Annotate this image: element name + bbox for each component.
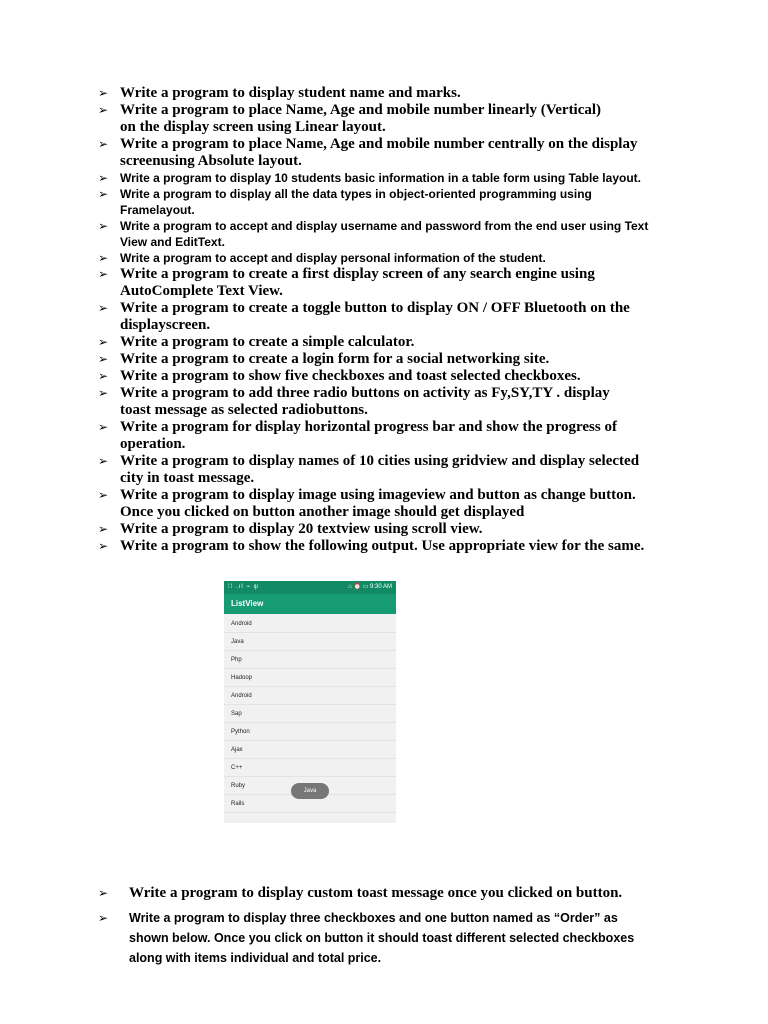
arrow-bullet-icon: ➢ (98, 522, 109, 536)
question-list-2 (98, 885, 698, 968)
question-text: Write a program to display custom toast message once you clicked on button. (129, 885, 623, 901)
question-text: city in toast message. (120, 470, 255, 486)
question-text: Write a program to display student name and marks. (120, 85, 461, 101)
question-item (98, 186, 698, 218)
arrow-bullet-icon: ➢ (98, 103, 109, 117)
question-text: Write a program to accept and display username and password from the end user using Text (120, 219, 649, 233)
arrow-bullet-icon: ➢ (98, 369, 109, 383)
question-text: Write a program to display image using imageview and button as change button. (120, 487, 636, 503)
question-item (98, 538, 698, 555)
list-item[interactable]: Php (224, 651, 396, 669)
question-text: Once you clicked on button another image should get displayed (120, 504, 525, 520)
status-bar (224, 581, 396, 594)
question-item (98, 453, 698, 487)
question-text: Write a program to create a toggle button to display ON / OFF Bluetooth on the (120, 300, 630, 316)
question-text: screenusing Absolute layout. (120, 153, 302, 169)
arrow-bullet-icon: ➢ (98, 335, 109, 349)
question-text: Write a program to display all the data types in object-oriented programming using (120, 187, 592, 201)
arrow-bullet-icon: ➢ (98, 886, 109, 900)
question-text: operation. (120, 436, 186, 452)
question-item (98, 368, 698, 385)
question-item (98, 136, 698, 170)
question-text: Write a program to place Name, Age and mobile number linearly (Vertical) (120, 102, 602, 118)
arrow-bullet-icon: ➢ (98, 137, 109, 151)
question-text: Write a program to show five checkboxes and toast selected checkboxes. (120, 368, 581, 384)
list-item[interactable]: Java (224, 633, 396, 651)
question-item (98, 385, 698, 419)
question-item (98, 521, 698, 538)
question-item (98, 85, 698, 102)
arrow-bullet-icon: ➢ (98, 911, 109, 925)
arrow-bullet-icon: ➢ (98, 219, 109, 233)
question-item (98, 334, 698, 351)
question-text: Framelayout. (120, 203, 195, 217)
question-text: Write a program to display names of 10 cities using gridview and display selected (120, 453, 640, 469)
question-text: toast message as selected radiobuttons. (120, 402, 368, 418)
question-text: Write a program to accept and display personal information of the student. (120, 251, 546, 265)
question-text: View and EditText. (120, 235, 225, 249)
question-text: AutoComplete Text View. (120, 283, 283, 299)
arrow-bullet-icon: ➢ (98, 352, 109, 366)
arrow-bullet-icon: ➢ (98, 171, 109, 185)
question-item (98, 487, 698, 521)
listview-screenshot (224, 581, 396, 823)
list-item[interactable]: Android (224, 687, 396, 705)
list-item[interactable]: Rails (224, 795, 396, 813)
question-text: Write a program to show the following output. Use appropriate view for the same. (120, 538, 645, 554)
question-text: displayscreen. (120, 317, 211, 333)
toast-message: Java (291, 783, 329, 799)
list-item[interactable]: Android (224, 615, 396, 633)
question-text: on the display screen using Linear layout. (120, 119, 386, 135)
question-text: Write a program to display three checkboxes and one button named as “Order” as (129, 911, 618, 925)
question-text: Write a program to create a simple calculator. (120, 334, 415, 350)
question-item (98, 102, 698, 136)
app-title: ListView (224, 594, 396, 614)
arrow-bullet-icon: ➢ (98, 187, 109, 201)
question-text: Write a program to create a login form for a social networking site. (120, 351, 550, 367)
question-text: Write a program to create a first display screen of any search engine using (120, 266, 595, 282)
arrow-bullet-icon: ➢ (98, 386, 109, 400)
question-item (98, 266, 698, 300)
arrow-bullet-icon: ➢ (98, 454, 109, 468)
list-item[interactable]: C++ (224, 759, 396, 777)
question-item (98, 250, 698, 266)
question-item (98, 300, 698, 334)
question-text: Write a program to display 10 students basic information in a table form using Table layout. (120, 171, 641, 185)
arrow-bullet-icon: ➢ (98, 420, 109, 434)
question-text: Write a program to display 20 textview using scroll view. (120, 521, 483, 537)
question-text: shown below. Once you click on button it should toast different selected checkboxes (129, 931, 635, 945)
list-item[interactable]: Ajax (224, 741, 396, 759)
arrow-bullet-icon: ➢ (98, 488, 109, 502)
status-clock: ⌂ ⏰ ▭ 9:30 AM (348, 584, 392, 590)
question-item (98, 218, 698, 250)
question-item (98, 170, 698, 186)
arrow-bullet-icon: ➢ (98, 251, 109, 265)
question-text: Write a program for display horizontal progress bar and show the progress of (120, 419, 617, 435)
arrow-bullet-icon: ➢ (98, 539, 109, 553)
list-item[interactable]: Sap (224, 705, 396, 723)
question-item (98, 351, 698, 368)
question-item (98, 885, 698, 902)
arrow-bullet-icon: ➢ (98, 86, 109, 100)
list-item[interactable]: Python (224, 723, 396, 741)
signal-icon: ⁞⁞ .ıl ⌁ ψ (228, 584, 259, 590)
question-text: along with items individual and total price. (129, 951, 382, 965)
question-item (98, 419, 698, 453)
arrow-bullet-icon: ➢ (98, 301, 109, 315)
question-text: Write a program to place Name, Age and mobile number centrally on the display (120, 136, 638, 152)
arrow-bullet-icon: ➢ (98, 267, 109, 281)
list-item[interactable]: Ruby (224, 777, 396, 795)
question-text: Write a program to add three radio buttons on activity as Fy,SY,TY . display (120, 385, 610, 401)
question-item (98, 908, 698, 968)
question-list (98, 85, 698, 555)
list-item[interactable]: Hadoop (224, 669, 396, 687)
